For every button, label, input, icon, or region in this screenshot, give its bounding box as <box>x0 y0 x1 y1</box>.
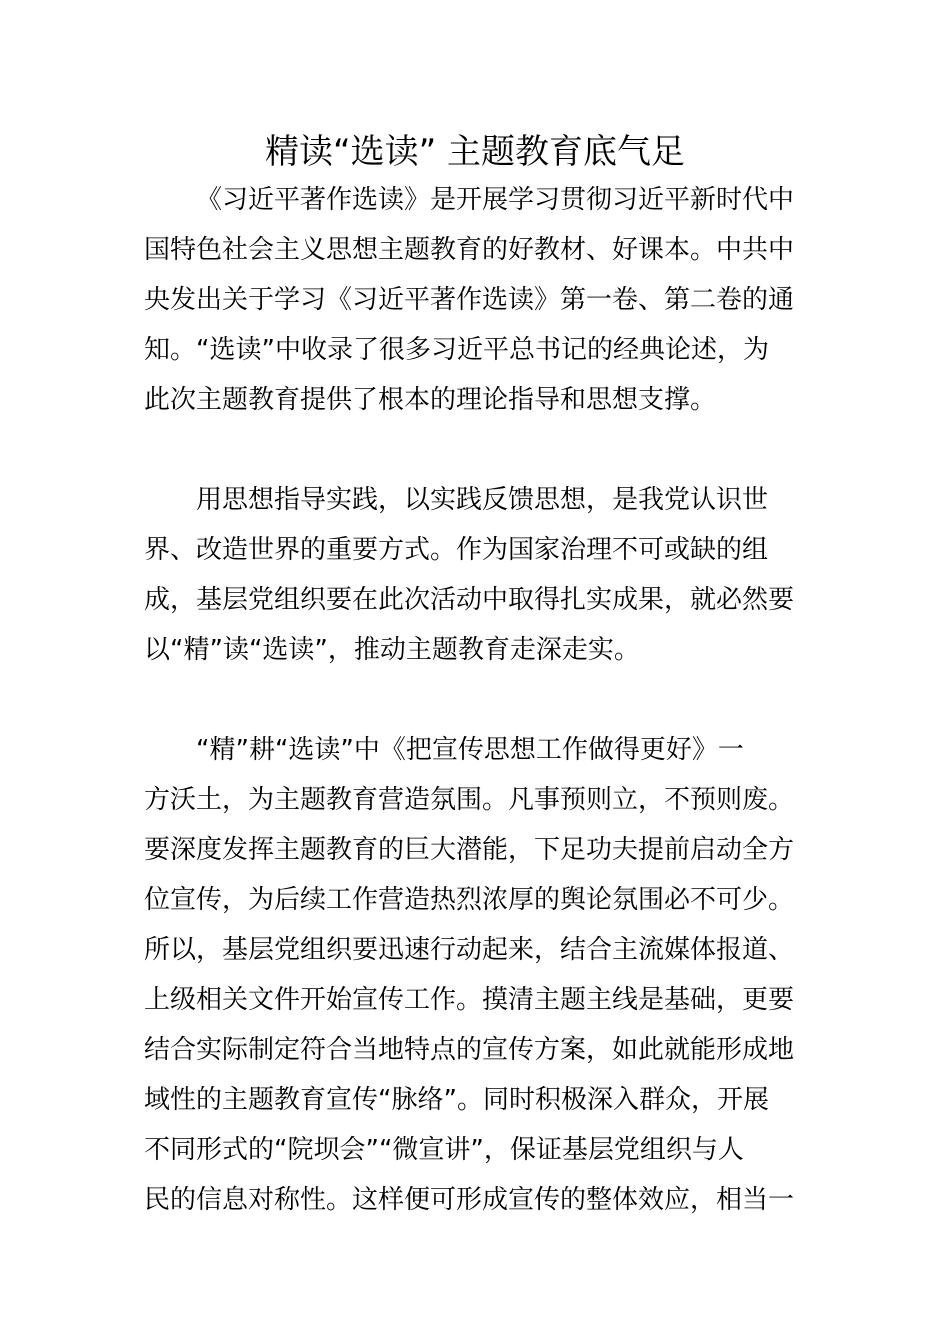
document-title: 精读“选读” 主题教育底气足 <box>264 132 686 172</box>
paragraph-line: 要深度发挥主题教育的巨大潜能，下足功夫提前启动全方 <box>144 835 795 865</box>
paragraph-line: 央发出关于学习《习近平著作选读》第一卷、第二卷的通 <box>144 285 795 315</box>
paragraph-line: 《习近平著作选读》是开展学习贯彻习近平新时代中 <box>196 185 795 215</box>
paragraph-1 <box>144 175 808 425</box>
paragraph-line: 不同形式的“院坝会”“微宣讲”，保证基层党组织与人 <box>144 1135 744 1165</box>
paragraph-line: 上级相关文件开始宣传工作。摸清主题主线是基础，更要 <box>144 985 795 1015</box>
paragraph-line: 方沃土，为主题教育营造氛围。凡事预则立，不预则废。 <box>144 785 795 815</box>
paragraph-3 <box>144 725 808 1225</box>
paragraph-line: 知。“选读”中收录了很多习近平总书记的经典论述，为 <box>144 335 769 365</box>
paragraph-line: 位宣传，为后续工作营造热烈浓厚的舆论氛围必不可少。 <box>144 885 795 915</box>
paragraph-line: 结合实际制定符合当地特点的宣传方案，如此就能形成地 <box>144 1035 795 1065</box>
paragraph-line: 民的信息对称性。这样便可形成宣传的整体效应，相当一 <box>144 1185 795 1215</box>
paragraph-line: 界、改造世界的重要方式。作为国家治理不可或缺的组 <box>144 535 769 565</box>
paragraph-2 <box>144 475 808 675</box>
paragraph-line: 以“精”读“选读”，推动主题教育走深走实。 <box>144 635 640 665</box>
paragraph-line: 成，基层党组织要在此次活动中取得扎实成果，就必然要 <box>144 585 795 615</box>
paragraph-line: “精”耕“选读”中《把宣传思想工作做得更好》一 <box>196 735 744 765</box>
paragraph-line: 所以，基层党组织要迅速行动起来，结合主流媒体报道、 <box>144 935 795 965</box>
paragraph-line: 此次主题教育提供了根本的理论指导和思想支撑。 <box>144 385 717 415</box>
paragraph-line: 国特色社会主义思想主题教育的好教材、好课本。中共中 <box>144 235 795 265</box>
paragraph-line: 用思想指导实践，以实践反馈思想，是我党认识世 <box>196 485 769 515</box>
paragraph-line: 域性的主题教育宣传“脉络”。同时积极深入群众，开展 <box>144 1085 769 1115</box>
